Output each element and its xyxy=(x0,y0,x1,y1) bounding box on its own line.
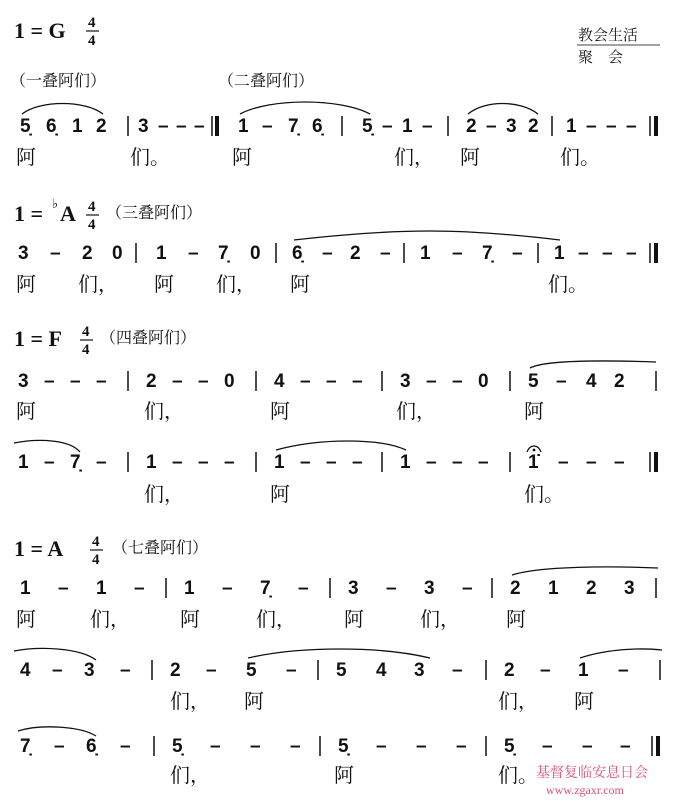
note: 4 xyxy=(274,371,285,392)
note: 3 xyxy=(348,578,359,599)
note: 1 xyxy=(18,452,29,473)
note: 4 xyxy=(20,660,31,681)
note: 1 xyxy=(184,578,195,599)
note: – xyxy=(172,452,183,473)
lyric: 们， xyxy=(420,607,460,631)
note: – xyxy=(250,736,261,757)
lyric: 们。 xyxy=(548,272,588,296)
system-4 xyxy=(14,440,656,506)
note: – xyxy=(586,116,597,137)
note: 3 xyxy=(18,243,29,264)
note: – xyxy=(224,452,235,473)
system-5 xyxy=(16,567,658,631)
lyric: 们， xyxy=(394,145,434,169)
note: – xyxy=(198,452,209,473)
note: 3 xyxy=(84,660,95,681)
note: 1 xyxy=(554,243,565,264)
note: – xyxy=(452,660,463,681)
note: 1 xyxy=(400,452,411,473)
section-label-amen-4: （四叠阿们） xyxy=(100,328,197,347)
note: – xyxy=(582,736,593,757)
note: – xyxy=(542,736,553,757)
note: 1̇ xyxy=(528,452,539,473)
time-signature-1-bottom: 4 xyxy=(88,33,96,49)
note: 7̣ xyxy=(260,578,271,599)
section-label-amen-3: （三叠阿们） xyxy=(106,203,203,222)
note: 6̣ xyxy=(86,736,97,757)
lyric: 阿 xyxy=(232,145,252,169)
lyric: 们， xyxy=(90,607,130,631)
note: – xyxy=(426,452,437,473)
note: – xyxy=(322,243,333,264)
note: 3 xyxy=(18,371,29,392)
note: – xyxy=(626,116,637,137)
system-1 xyxy=(16,102,656,169)
note: – xyxy=(96,371,107,392)
note: – xyxy=(290,736,301,757)
note: – xyxy=(120,736,131,757)
note: – xyxy=(262,116,273,137)
note: – xyxy=(382,116,393,137)
note: – xyxy=(452,371,463,392)
time-signature-2-bottom: 4 xyxy=(88,217,96,233)
watermark-url: www.zgaxr.com xyxy=(546,783,624,797)
lyric: 们， xyxy=(256,607,296,631)
note: 4 xyxy=(586,371,597,392)
note: – xyxy=(158,116,169,137)
note: 7̣ xyxy=(482,243,493,264)
note: – xyxy=(194,116,205,137)
note: 1 xyxy=(578,660,589,681)
source-line-2: 聚 会 xyxy=(578,48,624,66)
lyric: 们。 xyxy=(524,482,564,506)
lyric: 们， xyxy=(216,272,256,296)
note: 1 xyxy=(156,243,167,264)
note: – xyxy=(300,371,311,392)
time-signature-3-top: 4 xyxy=(82,324,90,340)
lyric: 们， xyxy=(170,689,210,713)
note: 1 xyxy=(548,578,559,599)
note: 7̣ xyxy=(70,452,81,473)
note: 1 xyxy=(274,452,285,473)
lyric: 们， xyxy=(396,399,436,423)
lyric: 们， xyxy=(144,482,184,506)
note: – xyxy=(386,578,397,599)
note: – xyxy=(222,578,233,599)
key-signature-1: 1 = G xyxy=(14,18,66,43)
lyric: 们， xyxy=(144,399,184,423)
time-signature-4-top: 4 xyxy=(92,534,100,550)
note: 1 xyxy=(420,243,431,264)
time-signature-3-bottom: 4 xyxy=(82,342,90,358)
lyric: 们。 xyxy=(130,145,170,169)
note: – xyxy=(326,371,337,392)
note: – xyxy=(188,243,199,264)
note: – xyxy=(50,243,61,264)
note: 4 xyxy=(376,660,387,681)
note: 6̣ xyxy=(292,243,303,264)
note: 0 xyxy=(224,371,235,392)
note: 0 xyxy=(112,243,123,264)
note: 2 xyxy=(170,660,181,681)
time-signature-1-top: 4 xyxy=(88,15,96,31)
lyric: 阿 xyxy=(244,689,264,713)
note: – xyxy=(556,371,567,392)
time-signature-4-bottom: 4 xyxy=(92,552,100,568)
note: 5 xyxy=(246,660,257,681)
note: 1 xyxy=(238,116,249,137)
note: – xyxy=(96,452,107,473)
note: – xyxy=(416,736,427,757)
note: – xyxy=(54,736,65,757)
note: 6̣ xyxy=(46,116,57,137)
note: – xyxy=(376,736,387,757)
note: – xyxy=(462,578,473,599)
note: – xyxy=(298,578,309,599)
key-letter-2: A xyxy=(60,201,76,226)
note: 2 xyxy=(96,116,107,137)
note: – xyxy=(456,736,467,757)
lyric: 阿 xyxy=(290,272,310,296)
note: – xyxy=(452,243,463,264)
lyric: 阿 xyxy=(524,399,544,423)
lyric: 们， xyxy=(78,272,118,296)
note: 5 xyxy=(528,371,539,392)
note: – xyxy=(352,452,363,473)
note: 3 xyxy=(400,371,411,392)
note: – xyxy=(478,452,489,473)
note: – xyxy=(380,243,391,264)
key-signature-3: 1 = F xyxy=(14,326,62,351)
note: – xyxy=(120,660,131,681)
lyric: 阿 xyxy=(344,607,364,631)
note: 5̣ xyxy=(362,116,373,137)
note: 2 xyxy=(146,371,157,392)
note: 3 xyxy=(138,116,149,137)
note: 6̣ xyxy=(312,116,323,137)
note: – xyxy=(286,660,297,681)
note: 2 xyxy=(528,116,539,137)
system-2 xyxy=(16,231,656,296)
note: 5̣ xyxy=(20,116,31,137)
note: 2 xyxy=(82,243,93,264)
note: – xyxy=(426,371,437,392)
note: – xyxy=(578,243,589,264)
note: – xyxy=(626,243,637,264)
note: – xyxy=(210,736,221,757)
flat-sign: ♭ xyxy=(52,196,59,211)
note: – xyxy=(198,371,209,392)
note: – xyxy=(422,116,433,137)
lyric: 阿 xyxy=(506,607,526,631)
lyric: 阿 xyxy=(334,763,354,787)
system-6 xyxy=(14,648,662,713)
note: – xyxy=(452,452,463,473)
note: – xyxy=(300,452,311,473)
note: 1 xyxy=(20,578,31,599)
note: – xyxy=(58,578,69,599)
note: 1 xyxy=(96,578,107,599)
note: 5̣ xyxy=(172,736,183,757)
note: – xyxy=(586,452,597,473)
note: 1 xyxy=(72,116,83,137)
lyric: 阿 xyxy=(154,272,174,296)
note: – xyxy=(134,578,145,599)
note: – xyxy=(52,660,63,681)
note: – xyxy=(326,452,337,473)
note: – xyxy=(70,371,81,392)
section-label-amen-7: （七叠阿们） xyxy=(112,538,209,557)
note: – xyxy=(614,452,625,473)
note: – xyxy=(352,371,363,392)
note: – xyxy=(618,660,629,681)
note: 5̣ xyxy=(338,736,349,757)
lyric: 们， xyxy=(170,763,210,787)
note: – xyxy=(512,243,523,264)
note: 0 xyxy=(478,371,489,392)
note: – xyxy=(558,452,569,473)
note: 0 xyxy=(250,243,261,264)
note: – xyxy=(606,116,617,137)
section-label-amen-2: （二叠阿们） xyxy=(218,71,315,90)
note: – xyxy=(540,660,551,681)
lyric: 们。 xyxy=(560,145,600,169)
lyric: 阿 xyxy=(16,272,36,296)
note: 2 xyxy=(510,578,521,599)
time-signature-2-top: 4 xyxy=(88,199,96,215)
note: 3 xyxy=(624,578,635,599)
note: – xyxy=(602,243,613,264)
lyric: 阿 xyxy=(16,145,36,169)
source-line-1: 教会生活 xyxy=(578,26,639,44)
note: – xyxy=(206,660,217,681)
note: – xyxy=(44,452,55,473)
note: 7̣ xyxy=(288,116,299,137)
watermark-title: 基督复临安息日会 xyxy=(536,765,648,781)
note: 2 xyxy=(350,243,361,264)
note: 2 xyxy=(614,371,625,392)
note: 5 xyxy=(336,660,347,681)
lyric: 阿 xyxy=(270,482,290,506)
note: 1 xyxy=(402,116,413,137)
note: 1 xyxy=(146,452,157,473)
note: 3 xyxy=(424,578,435,599)
note: 7̣ xyxy=(218,243,229,264)
note: 1 xyxy=(566,116,577,137)
note: 2 xyxy=(504,660,515,681)
key-signature-2: 1 = xyxy=(14,201,44,226)
note: 3 xyxy=(506,116,517,137)
lyric: 阿 xyxy=(16,607,36,631)
lyric: 阿 xyxy=(16,399,36,423)
note: – xyxy=(44,371,55,392)
note: 2 xyxy=(466,116,477,137)
lyric: 阿 xyxy=(180,607,200,631)
lyric: 们。 xyxy=(498,763,538,787)
note: 2 xyxy=(586,578,597,599)
lyric: 阿 xyxy=(270,399,290,423)
lyric: 们， xyxy=(498,689,538,713)
note: – xyxy=(172,371,183,392)
note: – xyxy=(620,736,631,757)
lyric: 阿 xyxy=(574,689,594,713)
note: 3 xyxy=(414,660,425,681)
lyric: 阿 xyxy=(460,145,480,169)
note: 5̣ xyxy=(504,736,515,757)
section-label-amen-1: （一叠阿们） xyxy=(10,71,107,90)
note: – xyxy=(176,116,187,137)
note: – xyxy=(486,116,497,137)
note: 7̣ xyxy=(20,736,31,757)
system-3 xyxy=(16,361,656,423)
key-signature-4: 1 = A xyxy=(14,536,64,561)
